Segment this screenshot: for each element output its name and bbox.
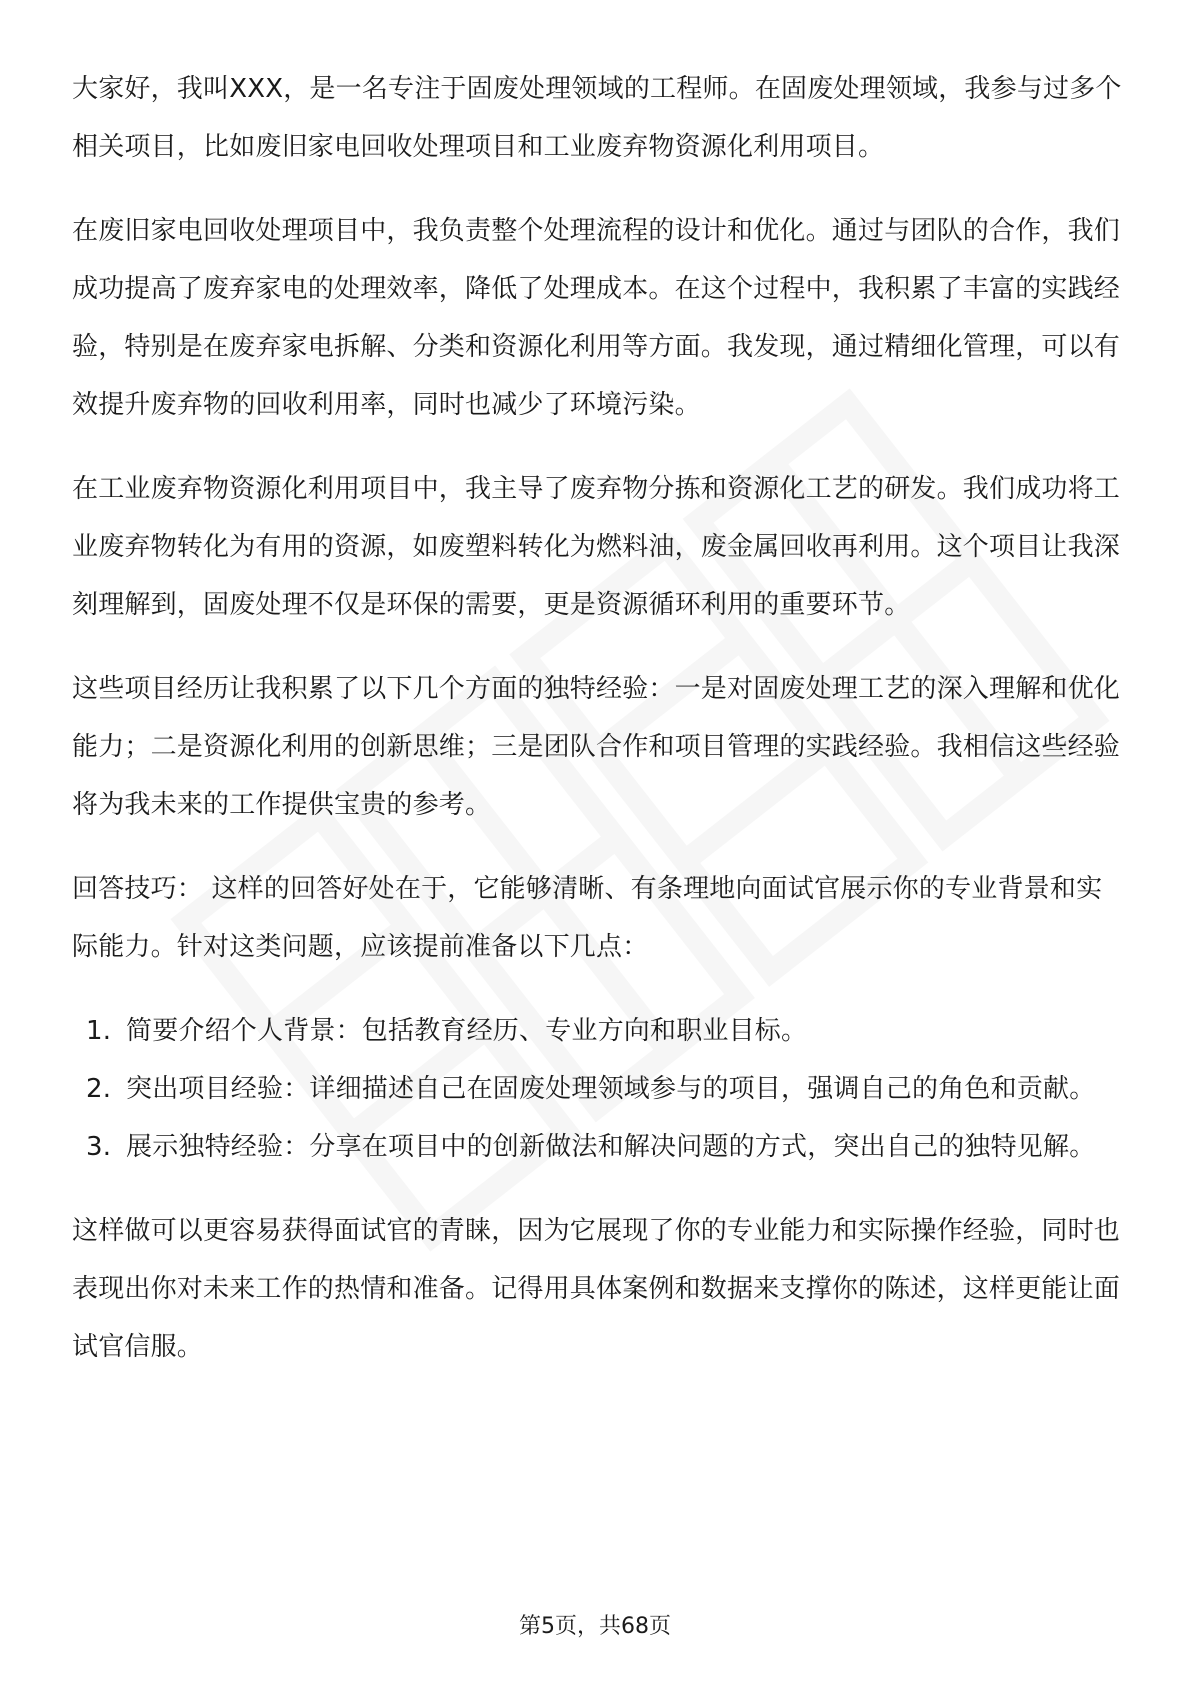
paragraph-closing: 这样做可以更容易获得面试官的青睐，因为它展现了你的专业能力和实际操作经验，同时也表现出你对未来工作的热情和准备。记得用具体案例和数据来支撑你的陈述，这样更能让面试官信服。 [72,1216,1121,1362]
document-body [72,60,1122,1402]
paragraph-appliance-project: 在废旧家电回收处理项目中，我负责整个处理流程的设计和优化。通过与团队的合作，我们成功提高了废弃家电的处理效率，降低了处理成本。在这个过程中，我积累了丰富的实践经验，特别是在废弃家电拆解、分类和资源化利用等方面。我发现，通过精细化管理，可以有效提升废弃物的回收利用率，同时也减少了环境污染。 [72,216,1121,420]
list-item-text: 突出项目经验：详细描述自己在固废处理领域参与的项目，强调自己的角色和贡献。 [126,1074,1096,1104]
list-item [72,1060,1122,1118]
paragraph-industrial-project: 在工业废弃物资源化利用项目中，我主导了废弃物分拣和资源化工艺的研发。我们成功将工业废弃物转化为有用的资源，如废塑料转化为燃料油，废金属回收再利用。这个项目让我深刻理解到，固废处理不仅是环保的需要，更是资源循环利用的重要环节。 [72,474,1121,620]
list-item [72,1002,1122,1060]
list-item [72,1118,1122,1176]
paragraph-answer-tips: 回答技巧： 这样的回答好处在于，它能够清晰、有条理地向面试官展示你的专业背景和实际能力。针对这类问题，应该提前准备以下几点： [72,874,1103,962]
list-item-number: 1. [86,1016,112,1046]
page-number: 第5页，共68页 [519,1614,671,1639]
list-item-text: 展示独特经验：分享在项目中的创新做法和解决问题的方式，突出自己的独特见解。 [126,1132,1096,1162]
paragraph-experience-summary: 这些项目经历让我积累了以下几个方面的独特经验：一是对固废处理工艺的深入理解和优化能力；二是资源化利用的创新思维；三是团队合作和项目管理的实践经验。我相信这些经验将为我未来的工作提供宝贵的参考。 [72,674,1121,820]
list-item-text: 简要介绍个人背景：包括教育经历、专业方向和职业目标。 [126,1016,808,1046]
paragraph-intro: 大家好，我叫XXX，是一名专注于固废处理领域的工程师。在固废处理领域，我参与过多个相关项目，比如废旧家电回收处理项目和工业废弃物资源化利用项目。 [72,74,1122,162]
list-item-number: 3. [86,1132,112,1162]
tips-list [72,1002,1122,1176]
list-item-number: 2. [86,1074,112,1104]
